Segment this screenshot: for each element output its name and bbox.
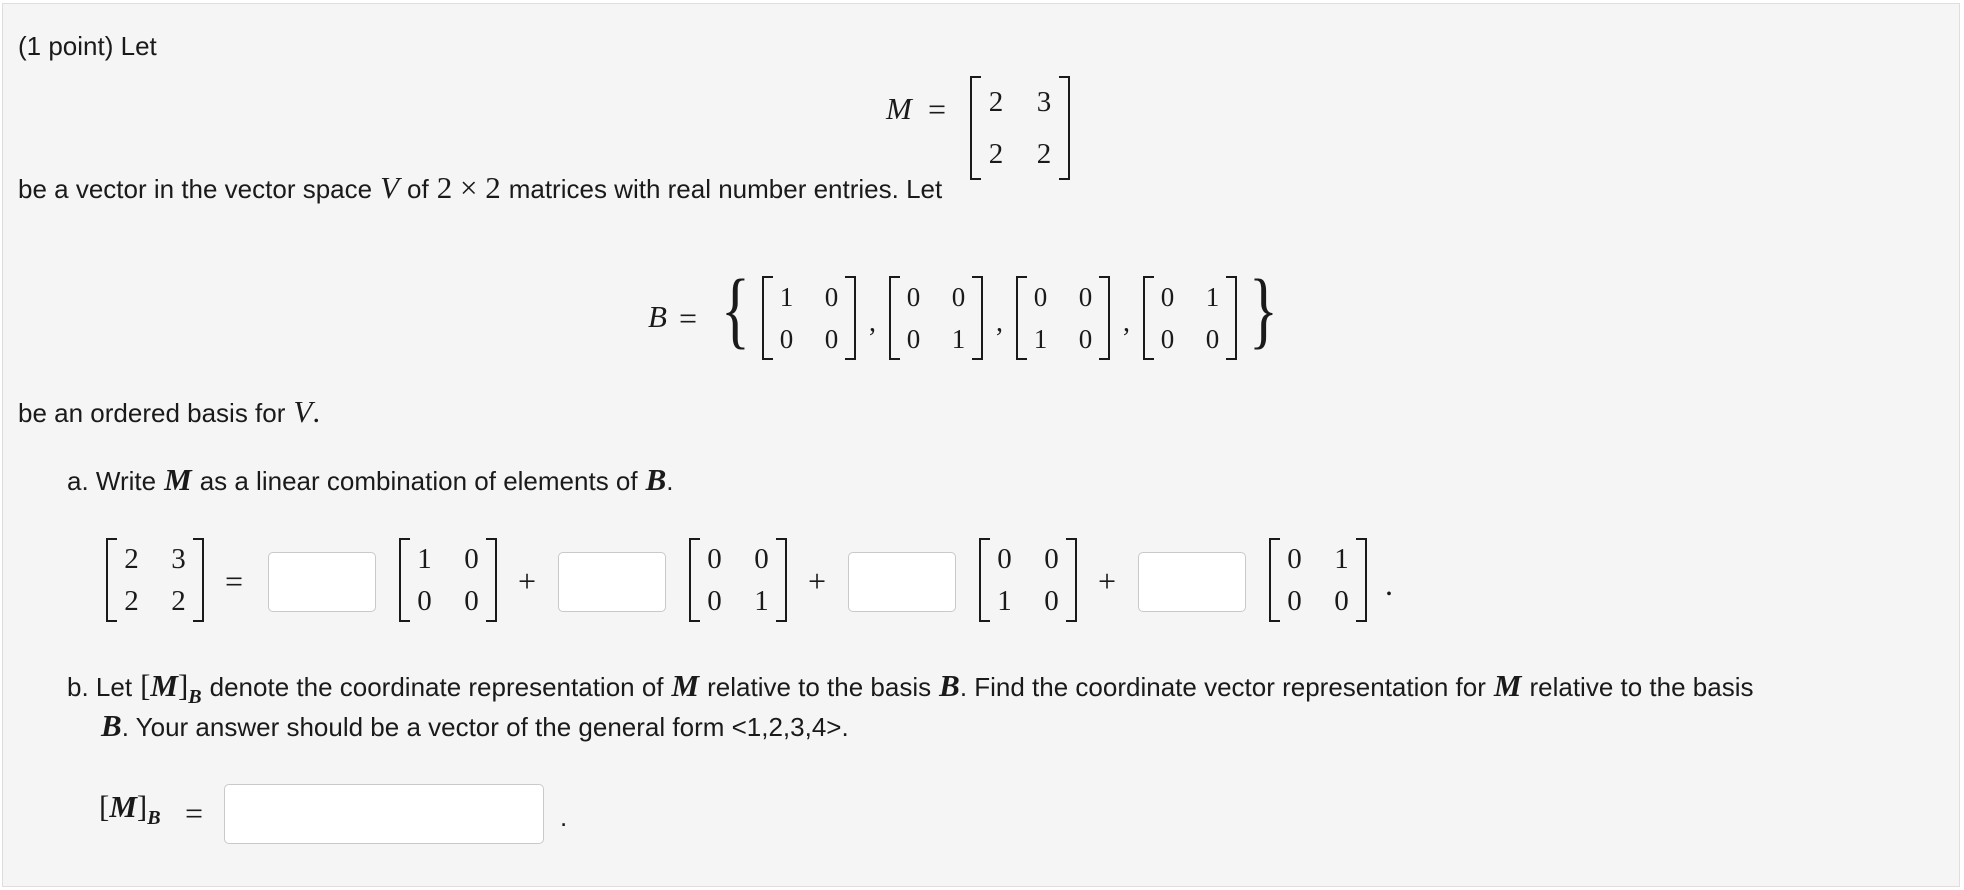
matrix-cell: 1 <box>1033 323 1048 354</box>
sentence-text: denote the coordinate representation of <box>209 672 664 702</box>
matrix-cell: 0 <box>1033 281 1048 312</box>
coefficient-input-4[interactable] <box>1138 552 1246 612</box>
matrix-cell: 1 <box>754 584 769 617</box>
coefficient-input-1[interactable] <box>268 552 376 612</box>
B-symbol: B <box>645 462 667 497</box>
matrix-cell: 0 <box>1287 584 1302 617</box>
V-symbol: V <box>293 394 313 429</box>
sentence-text: matrices with real number entries. Let <box>508 174 943 204</box>
matrix-cell: 0 <box>997 542 1012 575</box>
matrix-cell: 0 <box>779 323 794 354</box>
sentence-text: as a linear combination of elements of <box>199 466 638 496</box>
sentence-text: of <box>407 174 429 204</box>
subscript-B: B <box>147 807 161 830</box>
period: . <box>1385 566 1393 602</box>
sentence-text: relative to the basis <box>1529 672 1754 702</box>
M-symbol: M <box>671 668 700 703</box>
matrix-cell: 0 <box>906 323 921 354</box>
basis-matrix-4 <box>1143 276 1237 360</box>
matrix-cell: 1 <box>1334 542 1349 575</box>
period: . <box>560 802 568 832</box>
bracket-open: [ <box>99 789 110 824</box>
matrix-cell: 0 <box>1078 323 1093 354</box>
matrix-cell: 3 <box>171 542 186 575</box>
part-b-prompt-line-2 <box>101 710 849 741</box>
period: . <box>666 466 674 496</box>
subscript-B: B <box>188 686 202 709</box>
brace-open: { <box>721 261 750 357</box>
basis-matrix-2 <box>689 538 787 622</box>
matrix-cell: 1 <box>997 584 1012 617</box>
coordinate-vector-input[interactable] <box>224 784 544 844</box>
equals-sign: = <box>679 300 698 336</box>
bracket-close: ] <box>136 789 148 824</box>
M-symbol: M <box>1493 668 1522 703</box>
matrix-cell: 0 <box>824 323 839 354</box>
basis-matrix-1 <box>399 538 497 622</box>
basis-matrix-2 <box>889 276 983 360</box>
matrix-cell: 1 <box>417 542 432 575</box>
equals-sign: = <box>185 795 204 831</box>
matrix-cell: 0 <box>464 584 479 617</box>
plus-sign: + <box>518 563 537 599</box>
matrix-cell: 2 <box>988 85 1004 118</box>
coefficient-input-3[interactable] <box>848 552 956 612</box>
V-symbol: V <box>380 170 400 205</box>
matrix-cell: 0 <box>1044 584 1059 617</box>
matrix-cell: 0 <box>1078 281 1093 312</box>
comma: , <box>996 307 1003 338</box>
matrix-cell: 0 <box>1044 542 1059 575</box>
plus-sign: + <box>808 563 827 599</box>
matrix-cell: 2 <box>1036 137 1052 170</box>
coordinate-label <box>99 791 161 828</box>
matrix-cell: 0 <box>464 542 479 575</box>
matrix-cell: 0 <box>707 584 722 617</box>
matrix-cell: 0 <box>1160 281 1175 312</box>
matrix-cell: 2 <box>171 584 186 617</box>
sentence-text: be an ordered basis for <box>18 398 286 428</box>
matrix-cell: 0 <box>906 281 921 312</box>
brace-close: } <box>1249 261 1278 357</box>
part-b-label: b. Let <box>67 672 133 702</box>
period: . <box>312 394 321 429</box>
basis-matrix-3 <box>979 538 1077 622</box>
basis-matrix-1 <box>762 276 856 360</box>
matrix-cell: 0 <box>951 281 966 312</box>
matrix-cell: 0 <box>1334 584 1349 617</box>
sentence-text: be a vector in the vector space <box>18 174 373 204</box>
part-a-prompt <box>67 464 674 495</box>
matrix-cell: 0 <box>417 584 432 617</box>
matrix-cell: 0 <box>754 542 769 575</box>
matrix-cell: 2 <box>124 584 139 617</box>
B-symbol: B <box>101 708 122 743</box>
matrix-M <box>970 76 1070 180</box>
M-symbol: M <box>150 668 178 703</box>
B-symbol: B <box>648 299 667 334</box>
bracket-close: ] <box>177 668 189 703</box>
bracket-open: [ <box>140 668 151 703</box>
matrix-cell: 1 <box>779 281 794 312</box>
M-symbol: M <box>886 91 912 126</box>
matrix-cell: 0 <box>1160 323 1175 354</box>
matrix-cell: 0 <box>824 281 839 312</box>
M-symbol: M <box>164 462 192 497</box>
part-a-label: a. Write <box>67 466 157 496</box>
part-b-prompt-line-1 <box>67 670 1753 707</box>
matrix-cell: 3 <box>1036 85 1052 118</box>
matrix-cell: 1 <box>951 323 966 354</box>
basis-sentence <box>18 396 320 427</box>
comma: , <box>1123 307 1130 338</box>
coefficient-input-2[interactable] <box>558 552 666 612</box>
problem-header: (1 point) Let <box>18 31 157 61</box>
matrix-M <box>106 538 204 622</box>
M-symbol: M <box>109 789 137 824</box>
sentence-text: . Your answer should be a vector of the general form <1,2,3,4>. <box>121 712 849 742</box>
sentence-text: relative to the basis <box>707 672 932 702</box>
B-symbol: B <box>939 668 960 703</box>
matrix-cell: 2 <box>124 542 139 575</box>
basis-matrix-4 <box>1269 538 1367 622</box>
comma: , <box>869 307 876 338</box>
vector-space-sentence <box>18 172 942 203</box>
matrix-cell: 0 <box>707 542 722 575</box>
matrix-cell: 0 <box>1205 323 1220 354</box>
dimension-expression: 2 × 2 <box>436 170 501 205</box>
matrix-cell: 1 <box>1205 281 1220 312</box>
equals-sign: = <box>225 563 244 599</box>
problem-panel <box>2 3 1960 887</box>
basis-matrix-3 <box>1016 276 1110 360</box>
matrix-cell: 2 <box>988 137 1004 170</box>
sentence-text: . Find the coordinate vector representation for <box>959 672 1486 702</box>
equals-sign: = <box>928 91 947 127</box>
plus-sign: + <box>1098 563 1117 599</box>
matrix-cell: 0 <box>1287 542 1302 575</box>
